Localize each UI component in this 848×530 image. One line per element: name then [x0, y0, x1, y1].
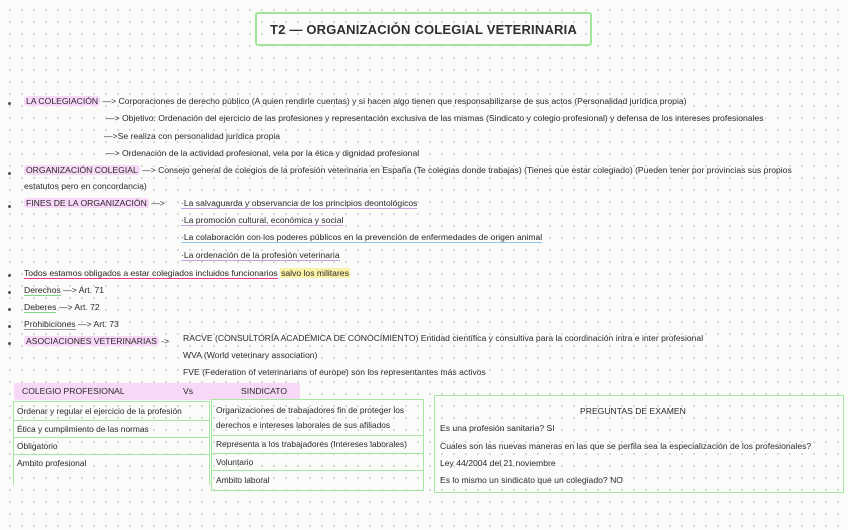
- articulo-ref: —> Art. 71: [63, 285, 105, 295]
- exam-question: Es lo mismo un sindicato que un colegiado? NO: [440, 475, 623, 485]
- bullet: [8, 205, 11, 208]
- colegio-cell: Ética y cumplimiento de las normas: [17, 424, 149, 434]
- organizacion-label: ORGANIZACIÓN COLEGIAL: [26, 165, 138, 175]
- articulo-label: Deberes: [24, 302, 57, 312]
- exam-question: Es una profesión sanitaria? SI: [440, 423, 555, 433]
- fines-item-4: ·La ordenación de la profesión veterinaria: [181, 250, 340, 260]
- asociacion-item-fve: FVE (Federation of veterinarians of europe) son los representantes más activos: [183, 367, 486, 377]
- exam-questions-title: PREGUNTAS DE EXAMEN: [580, 406, 686, 416]
- exam-question: Cuales son las nuevas maneras en las que se perfila sea la especialización de los profesionales?: [440, 441, 812, 451]
- colegiacion-line-1: —> Corporaciones de derecho público (A quien rendirle cuentas) y si hacen algo tienen que responsabilizarse de sus actos (Personalidad jurídica propia): [102, 96, 687, 106]
- asociaciones-label: ASOCIACIONES VETERINARIAS: [26, 336, 157, 346]
- sindicato-cell: Ambito laboral: [216, 475, 270, 485]
- sindicato-cell: Representa a los trabajadores (Intereses laborales): [216, 439, 407, 449]
- divider: [13, 454, 210, 455]
- asociaciones-section: [24, 336, 169, 347]
- obligados-highlight: salvo los militares: [281, 268, 349, 278]
- divider: [211, 453, 424, 454]
- fines-section: [24, 198, 165, 209]
- articulo-row: [24, 319, 119, 330]
- bullet: [8, 274, 11, 277]
- articulo-label: Prohibiciones: [24, 319, 76, 329]
- colegio-cell: Obligatorio: [17, 441, 58, 451]
- asociacion-item-racve: RACVE (CONSULTORÍA ACADÉMICA DE CONOCIMIENTO) Entidad científica y consultiva para la coordinación intra e inter profesional: [183, 333, 704, 343]
- sindicato-cell: Voluntario: [216, 457, 254, 467]
- organizacion-line-2: estatutos pero en concordancia): [24, 181, 147, 191]
- colegiacion-line-3: —>Se realiza con personalidad jurídica propia: [104, 131, 281, 141]
- divider: [211, 435, 424, 436]
- obligados-line: [24, 268, 350, 279]
- sindicato-cell: derechos e intereses laborales de sus afiliados: [216, 420, 391, 430]
- bullet: [8, 291, 11, 294]
- articulo-row: [24, 285, 104, 296]
- colegiacion-label: LA COLEGIACIÓN: [26, 96, 99, 106]
- articulo-ref: —> Art. 72: [58, 302, 100, 312]
- articulo-ref: —> Art. 73: [77, 319, 119, 329]
- organizacion-line-1: —> Consejo general de colegios de la profesión veterinaria en España (Te colegias donde trabajas) (Tienes que estar colegiado) (Pueden tener por provincias sus propios: [142, 165, 792, 175]
- bullet: [8, 325, 11, 328]
- fines-item-1: ·La salvaguarda y observancia de los principios deontológicos: [181, 198, 418, 208]
- header-colegio: COLEGIO PROFESIONAL: [22, 386, 125, 396]
- bullet: [8, 172, 11, 175]
- divider: [13, 437, 210, 438]
- exam-question: Ley 44/2004 del 21 noviembre: [440, 458, 556, 468]
- asociacion-item-wva: WVA (World veterinary association): [183, 350, 318, 360]
- bullet: [8, 102, 11, 105]
- fines-item-2: ·La promoción cultural, económica y social: [181, 215, 344, 225]
- divider: [211, 470, 424, 471]
- fines-label: FINES DE LA ORGANIZACIÓN: [26, 198, 147, 208]
- fines-item-3: ·La colaboración con los poderes públicos en la prevención de enfermedades de origen animal: [181, 232, 543, 242]
- articulo-row: [24, 302, 100, 313]
- obligados-text: Todos estamos obligados a estar colegiados incluidos funcionarios: [24, 268, 278, 278]
- bullet: [8, 308, 11, 311]
- asociaciones-arrow: ->: [161, 336, 170, 346]
- divider: [13, 420, 210, 421]
- colegio-cell: Ambito profesional: [17, 458, 87, 468]
- colegio-cell: Ordenar y regular el ejercicio de la profesión: [17, 406, 182, 416]
- header-sindicato: SINDICATO: [241, 386, 287, 396]
- organizacion-section: [24, 165, 792, 176]
- header-vs: Vs: [183, 386, 194, 396]
- colegiacion-line-2: —> Objetivo: Ordenación del ejercicio de las profesiones y representación exclusiva de las mismas (Sindicato y colegio profesional) y defensa de los intereses profesionales: [106, 113, 764, 123]
- colegiacion-line-4: —> Ordenación de la actividad profesional, vela por la ética y dignidad profesional: [106, 148, 420, 158]
- bullet: [8, 342, 11, 345]
- articulo-label: Derechos: [24, 285, 61, 295]
- fines-arrow: —>: [151, 198, 165, 208]
- page-title: T2 — ORGANIZACIÓN COLEGIAL VETERINARIA: [255, 12, 592, 46]
- colegiacion-section: [24, 96, 687, 107]
- sindicato-cell: Organizaciones de trabajadores fin de proteger los: [216, 405, 405, 415]
